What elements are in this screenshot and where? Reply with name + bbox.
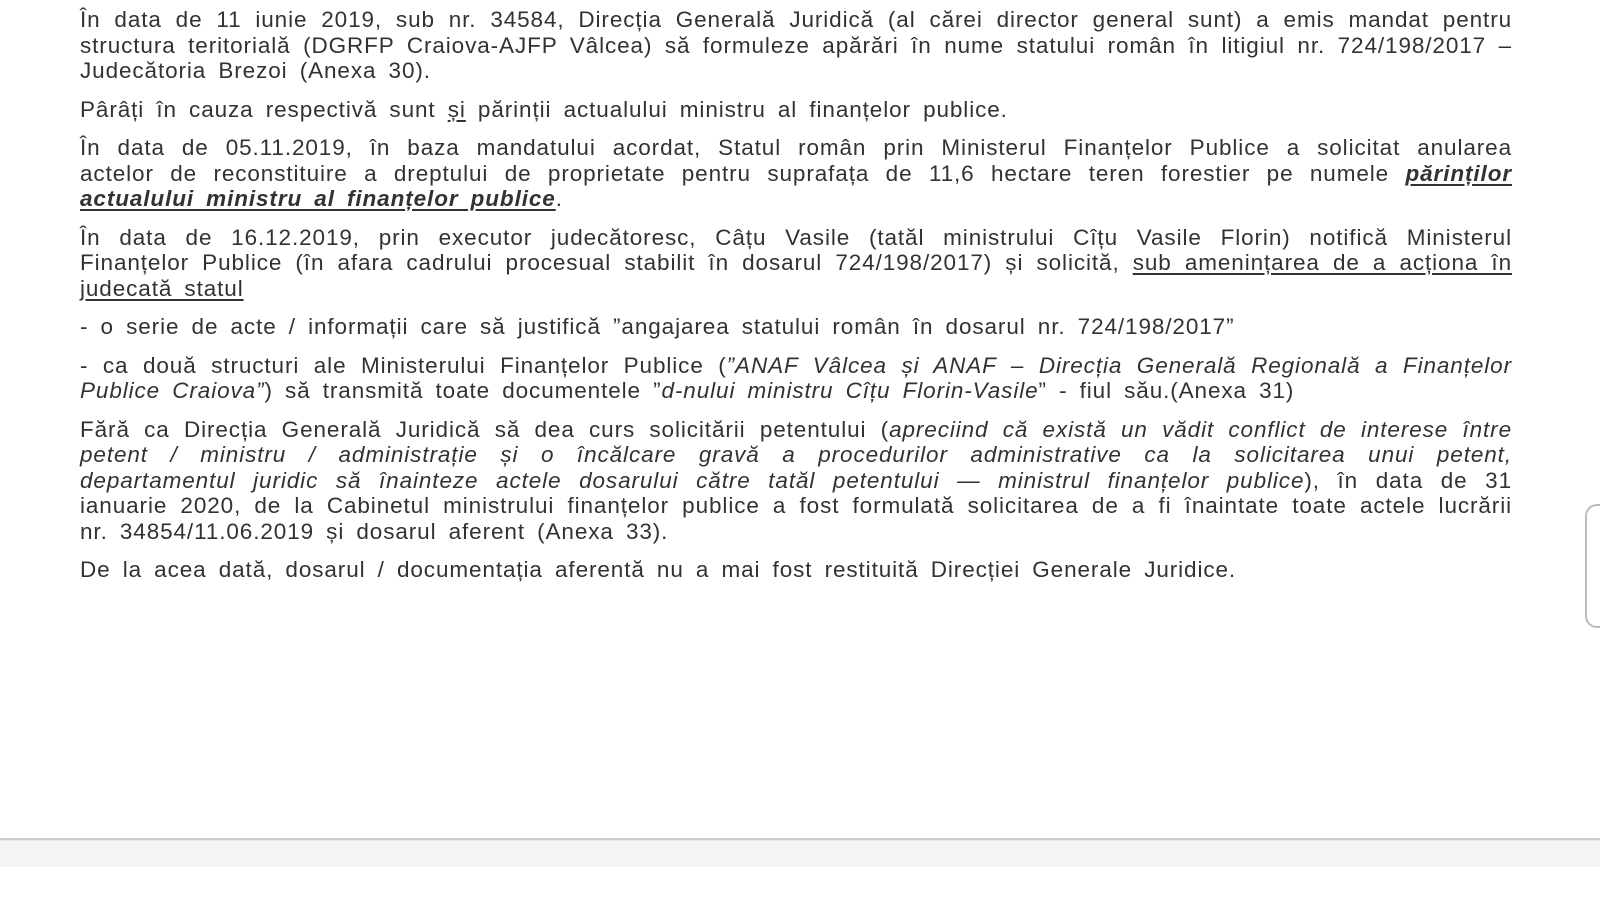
paragraph xyxy=(80,353,1512,404)
paragraph xyxy=(80,417,1512,545)
text-segment: ) să transmită toate documentele ” xyxy=(264,378,662,403)
text-segment: ”ANAF Vâlcea și ANAF – Direcția Generală Regională a Finanțelor Publice Craiova” xyxy=(80,352,1512,403)
paragraph xyxy=(80,135,1512,212)
text-segment: d-nului ministru Cîțu Florin-Vasile xyxy=(661,378,1039,403)
text-segment: În data de 16.12.2019, prin executor judecătoresc, Câțu Vasile (tatăl ministrului Cîțu Vasile Florin) notifică Ministerul Finanțelor Publice (în afara cadrului procesual stabilit în dosarul 724/198/2017) și solicită, xyxy=(80,224,1512,275)
scroll-handle[interactable] xyxy=(1585,504,1600,628)
text-segment: părinților actualului ministru al finanțelor publice xyxy=(80,160,1512,211)
document-text xyxy=(80,7,1512,596)
paragraph xyxy=(80,314,1512,340)
text-segment: Pârâți în cauza respectivă sunt xyxy=(80,96,448,122)
text-segment: De la acea dată, dosarul / documentația aferentă nu a mai fost restituită Direcției Generale Juridice. xyxy=(80,557,1237,582)
text-segment: - o serie de acte / informații care să justifică ”angajarea statului român în dosarul nr. 724/198/2017” xyxy=(80,314,1235,339)
text-segment: În data de 05.11.2019, în baza mandatului acordat, Statul român prin Ministerul Finanțelor Publice a solicitat anularea actelor de reconstituire a dreptului de proprietate pentru suprafața de 11,6 hectare teren forestier pe numele xyxy=(80,135,1512,186)
paragraph xyxy=(80,7,1512,84)
text-segment: sub amenințarea de a acționa în judecată statul xyxy=(80,250,1512,301)
text-segment: În data de 11 iunie 2019, sub nr. 34584, Direcția Generală Juridică (al cărei director general sunt) a emis mandat pentru structura teritorială (DGRFP Craiova-AJFP Vâlcea) să formuleze apărări în nume statului român în litigiul nr. 724/198/2017 – Judecătoria Brezoi (Anexa 30). xyxy=(80,7,1512,83)
text-segment: . xyxy=(555,186,563,211)
text-segment: Fără ca Direcția Generală Juridică să dea curs solicitării petentului ( xyxy=(80,416,890,442)
bottom-toolbar xyxy=(0,838,1600,867)
text-segment: ” - fiul său.(Anexa 31) xyxy=(1038,378,1295,403)
paragraph xyxy=(80,557,1512,583)
text-segment: ), în data de 31 ianuarie 2020, de la Cabinetul ministrului finanțelor publice a fost formulată solicitarea de a fi înaintate toate actele lucrării nr. 34854/11.06.2019 și dosarul aferent (Anexa 33). xyxy=(80,467,1512,544)
text-segment: - ca două structuri ale Ministerului Finanțelor Publice ( xyxy=(80,352,727,378)
text-segment: apreciind că există un vădit conflict de interese între petent / ministru / administrație și o încălcare gravă a procedurilor administrative ca la solicitarea unui petent, departamentul juridic să înainteze actele dosarului către tatăl petentului — ministrul finanțelor publice xyxy=(80,416,1512,493)
paragraph xyxy=(80,97,1512,123)
text-segment: părinții actualului ministru al finanțelor publice. xyxy=(465,96,1008,122)
text-segment: și xyxy=(447,96,466,122)
paragraph xyxy=(80,225,1512,302)
